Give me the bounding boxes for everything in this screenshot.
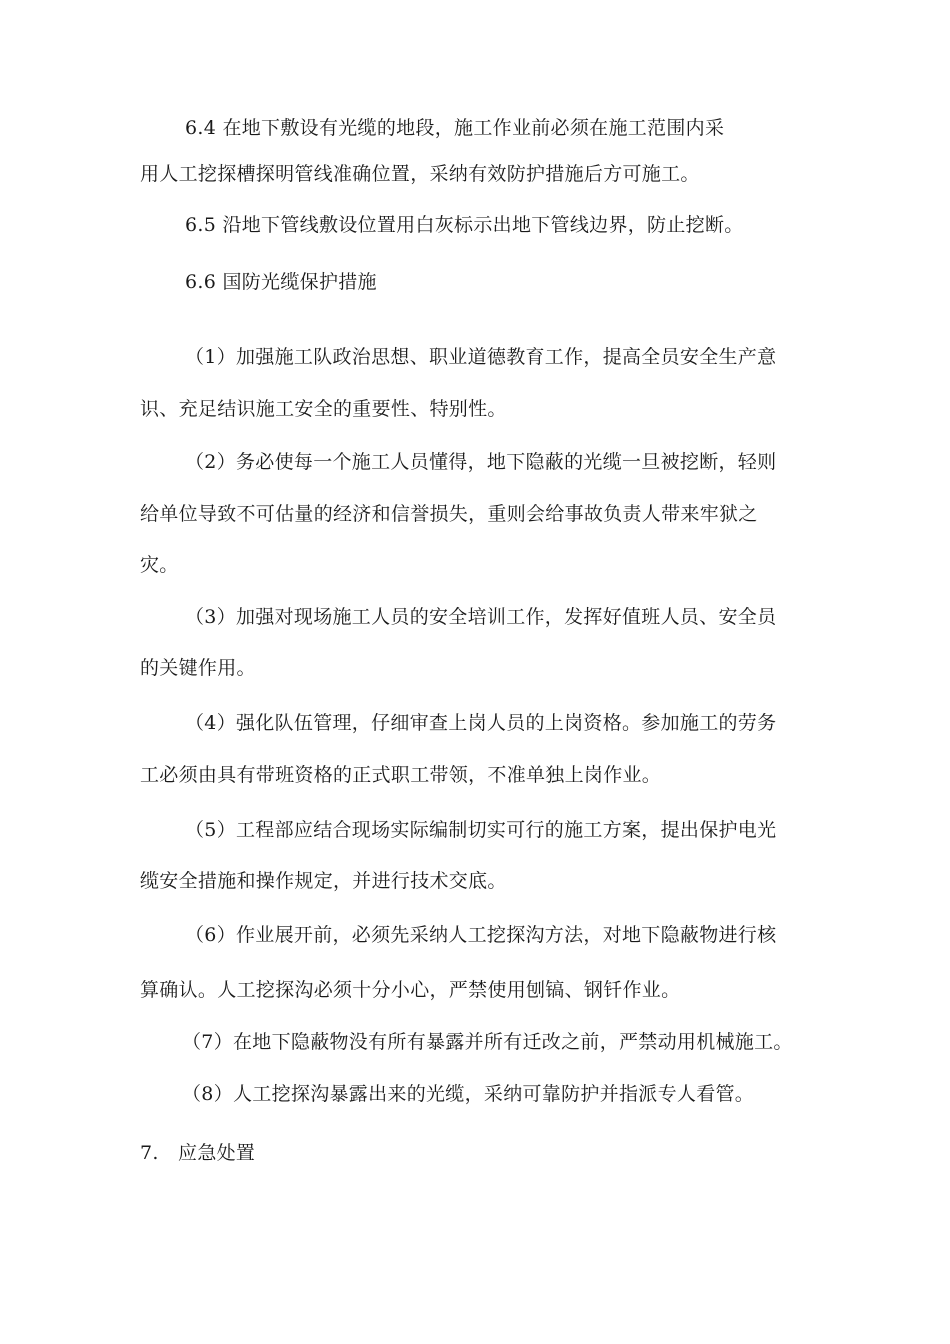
item-1-line-1: （1）加强施工队政治思想、职业道德教育工作，提高全员安全生产意 (185, 346, 777, 368)
item-4-line-1: （4）强化队伍管理，仔细审查上岗人员的上岗资格。参加施工的劳务 (185, 712, 777, 734)
heading-7: 7. 应急处置 (140, 1142, 256, 1164)
item-2-line-3: 灾。 (140, 554, 179, 576)
item-6-line-1: （6）作业展开前，必须先采纳人工挖探沟方法，对地下隐蔽物进行核 (185, 924, 777, 946)
item-4-line-2: 工必须由具有带班资格的正式职工带领，不准单独上岗作业。 (140, 764, 662, 786)
item-8: （8）人工挖探沟暴露出来的光缆，采纳可靠防护并指派专人看管。 (182, 1083, 755, 1105)
item-6-line-2: 算确认。人工挖探沟必须十分小心，严禁使用刨镐、钢钎作业。 (140, 979, 681, 1001)
paragraph-6-4-line-1: 6.4 在地下敷设有光缆的地段，施工作业前必须在施工范围内采 (185, 117, 725, 139)
heading-6-6: 6.6 国防光缆保护措施 (185, 271, 377, 293)
item-2-line-2: 给单位导致不可估量的经济和信誉损失，重则会给事故负责人带来牢狱之 (140, 503, 758, 525)
item-5-line-1: （5）工程部应结合现场实际编制切实可行的施工方案，提出保护电光 (185, 819, 777, 841)
item-1-line-2: 识、充足结识施工安全的重要性、特别性。 (140, 398, 507, 420)
item-5-line-2: 缆安全措施和操作规定，并进行技术交底。 (140, 870, 507, 892)
item-7: （7）在地下隐蔽物没有所有暴露并所有迁改之前，严禁动用机械施工。 (182, 1031, 793, 1053)
item-2-line-1: （2）务必使每一个施工人员懂得，地下隐蔽的光缆一旦被挖断，轻则 (185, 451, 777, 473)
item-3-line-2: 的关键作用。 (140, 657, 256, 679)
paragraph-6-5: 6.5 沿地下管线敷设位置用白灰标示出地下管线边界，防止挖断。 (185, 214, 744, 236)
item-3-line-1: （3）加强对现场施工人员的安全培训工作，发挥好值班人员、安全员 (185, 606, 777, 628)
paragraph-6-4-line-2: 用人工挖探槽探明管线准确位置，采纳有效防护措施后方可施工。 (140, 163, 700, 185)
